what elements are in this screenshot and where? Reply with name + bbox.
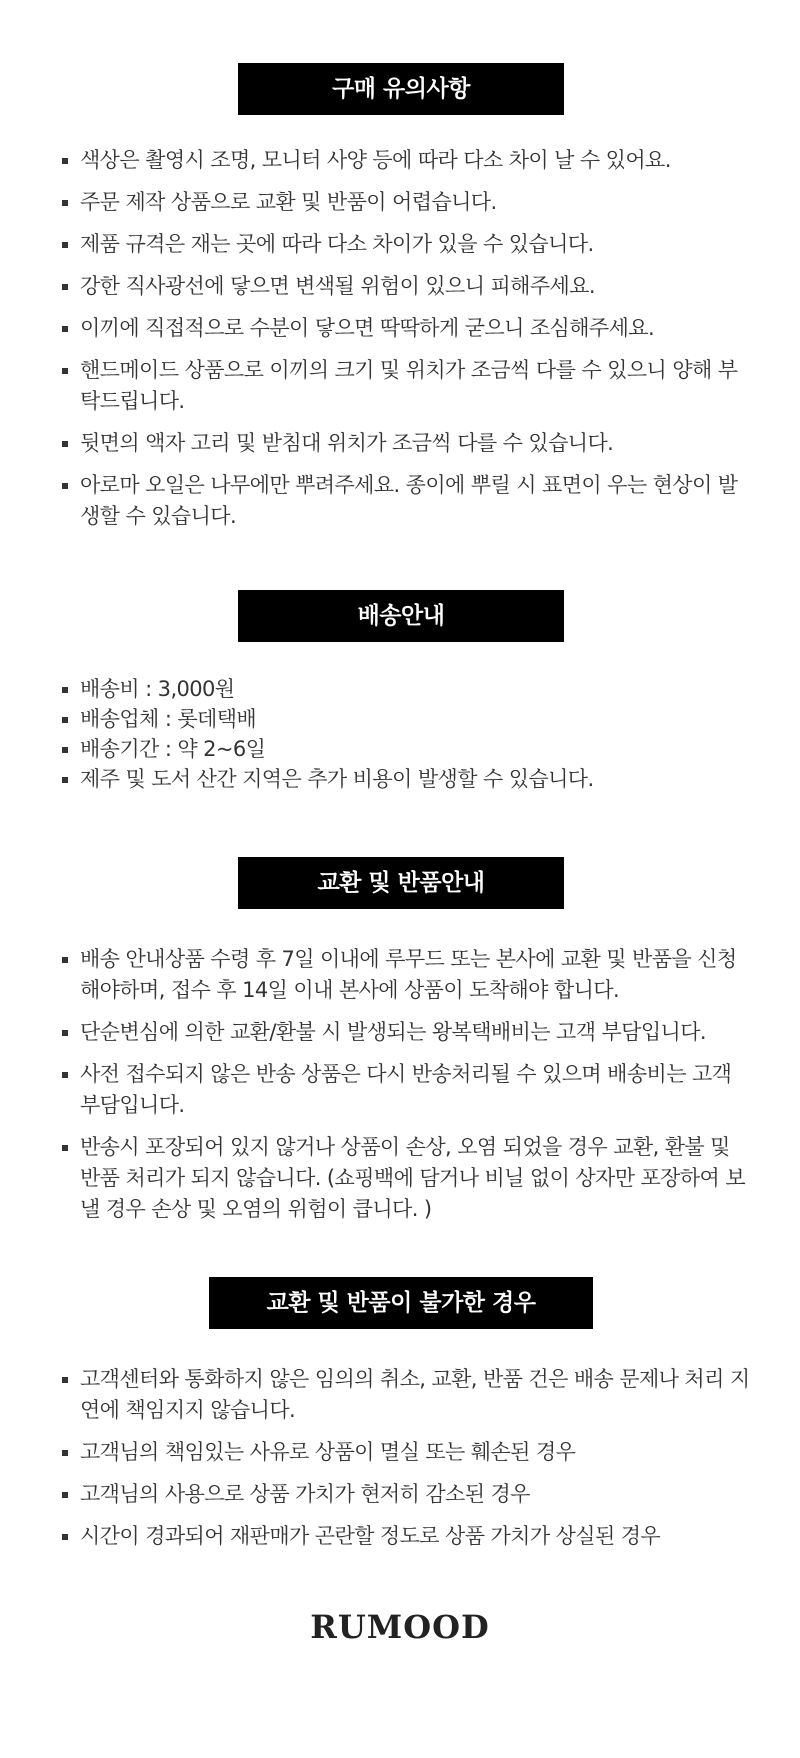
shipping-info-list: [60, 674, 750, 794]
list-item: 색상은 촬영시 조명, 모니터 사양 등에 따라 다소 차이 날 수 있어요.: [60, 145, 750, 176]
list-item: 반송시 포장되어 있지 않거나 상품이 손상, 오염 되었을 경우 교환, 환불 및 반품 처리가 되지 않습니다. (쇼핑백에 담거나 비닐 없이 상자만 포장하여 보낼 경우 손상 및 오염의 위험이 큽니다. ): [60, 1132, 750, 1225]
section-heading-exchange-return: 교환 및 반품안내: [238, 857, 564, 909]
list-item: 뒷면의 액자 고리 및 받침대 위치가 조금씩 다를 수 있습니다.: [60, 428, 750, 459]
exchange-return-list: [60, 944, 750, 1236]
list-item: 아로마 오일은 나무에만 뿌려주세요. 종이에 뿌릴 시 표면이 우는 현상이 발생할 수 있습니다.: [60, 470, 750, 532]
list-item: 단순변심에 의한 교환/환불 시 발생되는 왕복택배비는 고객 부담입니다.: [60, 1017, 750, 1048]
list-item: 제품 규격은 재는 곳에 따라 다소 차이가 있을 수 있습니다.: [60, 229, 750, 260]
section-heading-shipping-info: 배송안내: [238, 590, 564, 642]
section-heading-purchase-notes: 구매 유의사항: [238, 63, 564, 115]
list-item: 핸드메이드 상품으로 이끼의 크기 및 위치가 조금씩 다를 수 있으니 양해 부탁드립니다.: [60, 355, 750, 417]
exchange-not-allowed-list: [60, 1364, 750, 1563]
list-item: 고객님의 책임있는 사유로 상품이 멸실 또는 훼손된 경우: [60, 1437, 750, 1468]
list-item: 제주 및 도서 산간 지역은 추가 비용이 발생할 수 있습니다.: [60, 764, 750, 794]
list-item: 배송업체 : 롯데택배: [60, 704, 750, 734]
list-item: 주문 제작 상품으로 교환 및 반품이 어렵습니다.: [60, 187, 750, 218]
list-item: 강한 직사광선에 닿으면 변색될 위험이 있으니 피해주세요.: [60, 271, 750, 302]
list-item: 이끼에 직접적으로 수분이 닿으면 딱딱하게 굳으니 조심해주세요.: [60, 313, 750, 344]
list-item: 배송기간 : 약 2~6일: [60, 734, 750, 764]
section-heading-exchange-not-allowed: 교환 및 반품이 불가한 경우: [209, 1277, 593, 1329]
brand-logo: RUMOOD: [310, 1608, 490, 1646]
list-item: 시간이 경과되어 재판매가 곤란할 정도로 상품 가치가 상실된 경우: [60, 1521, 750, 1552]
list-item: 배송 안내상품 수령 후 7일 이내에 루무드 또는 본사에 교환 및 반품을 신청해야하며, 접수 후 14일 이내 본사에 상품이 도착해야 합니다.: [60, 944, 750, 1006]
list-item: 배송비 : 3,000원: [60, 674, 750, 704]
list-item: 고객센터와 통화하지 않은 임의의 취소, 교환, 반품 건은 배송 문제나 처리 지연에 책임지지 않습니다.: [60, 1364, 750, 1426]
list-item: 사전 접수되지 않은 반송 상품은 다시 반송처리될 수 있으며 배송비는 고객부담입니다.: [60, 1059, 750, 1121]
purchase-notes-list: [60, 145, 750, 543]
list-item: 고객님의 사용으로 상품 가치가 현저히 감소된 경우: [60, 1479, 750, 1510]
